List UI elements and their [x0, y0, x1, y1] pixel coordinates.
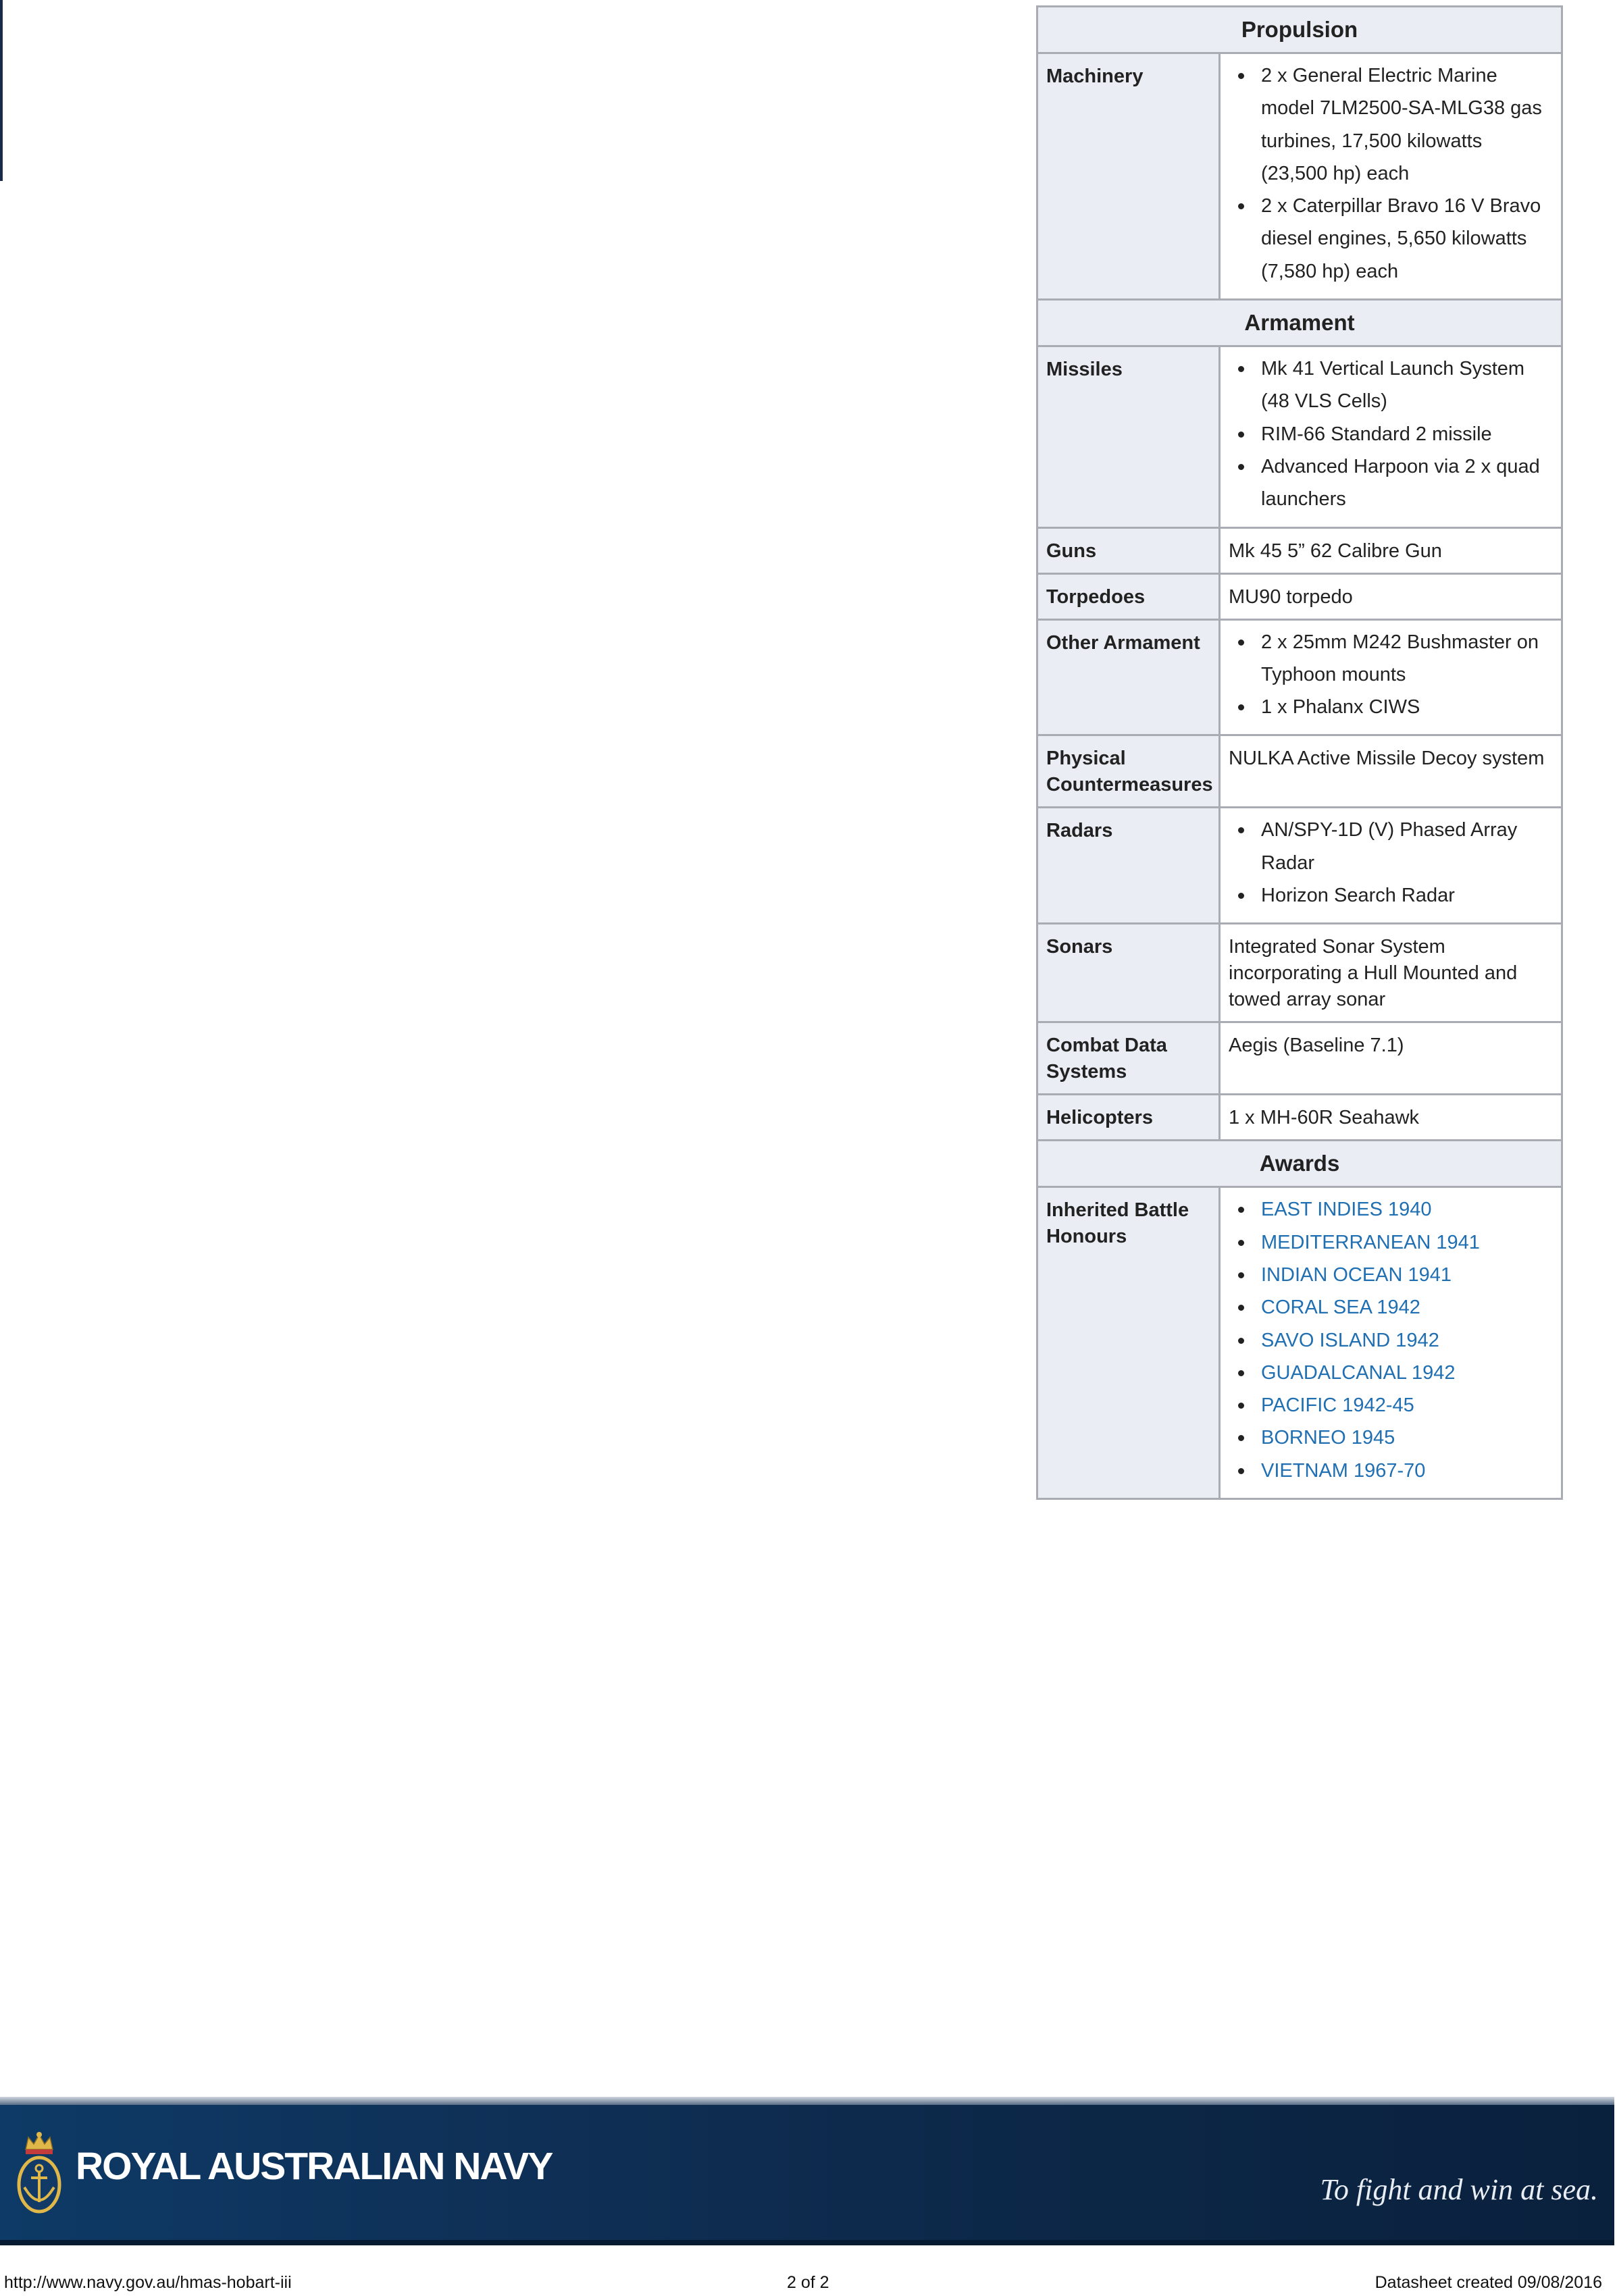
footer-created-date: Datasheet created 09/08/2016 — [1375, 2273, 1602, 2292]
royal-australian-navy-banner — [0, 2097, 1614, 2245]
spec-list — [1229, 353, 1553, 518]
spec-row — [1037, 573, 1562, 619]
spec-label: Radars — [1037, 808, 1220, 924]
ship-datasheet-table — [1036, 5, 1563, 1500]
navy-crest-icon — [14, 2129, 65, 2217]
spec-label: Helicopters — [1037, 1095, 1220, 1141]
section-header-row — [1037, 300, 1562, 346]
spec-value: MU90 torpedo — [1220, 573, 1562, 619]
list-item: Horizon Search Radar — [1229, 879, 1553, 912]
spec-row — [1037, 735, 1562, 808]
section-header-row — [1037, 7, 1562, 53]
list-item — [1229, 1259, 1553, 1291]
battle-honour-link[interactable]: MEDITERRANEAN 1941 — [1261, 1231, 1480, 1253]
list-item — [1229, 1455, 1553, 1487]
spec-value: 1 x MH-60R Seahawk — [1220, 1095, 1562, 1141]
section-header-row — [1037, 1141, 1562, 1187]
spec-label: Sonars — [1037, 924, 1220, 1022]
list-item — [1229, 1226, 1553, 1259]
spec-label: Machinery — [1037, 53, 1220, 300]
list-item: 2 x General Electric Marine model 7LM2500-SA-MLG38 gas turbines, 17,500 kilowatts (23,500 hp) each — [1229, 59, 1553, 190]
print-footer — [0, 2272, 1602, 2296]
list-item — [1229, 1421, 1553, 1454]
list-item: Mk 41 Vertical Launch System (48 VLS Cells) — [1229, 353, 1553, 418]
spec-list — [1229, 814, 1553, 914]
spec-list — [1229, 59, 1553, 290]
spec-list — [1229, 626, 1553, 727]
footer-url: http://www.navy.gov.au/hmas-hobart-iii — [4, 2273, 292, 2292]
section-title: Propulsion — [1037, 7, 1562, 53]
spec-row — [1037, 53, 1562, 300]
spec-value — [1220, 346, 1562, 527]
spec-value — [1220, 808, 1562, 924]
spec-row — [1037, 527, 1562, 573]
list-item — [1229, 1324, 1553, 1357]
spec-value — [1220, 1187, 1562, 1499]
battle-honour-link[interactable]: PACIFIC 1942-45 — [1261, 1394, 1414, 1417]
spec-label: Guns — [1037, 527, 1220, 573]
spec-value: Integrated Sonar System incorporating a Hull Mounted and towed array sonar — [1220, 924, 1562, 1022]
list-item: RIM-66 Standard 2 missile — [1229, 418, 1553, 450]
list-item — [1229, 1357, 1553, 1389]
spec-row — [1037, 346, 1562, 527]
list-item: 2 x 25mm M242 Bushmaster on Typhoon mounts — [1229, 626, 1553, 692]
spec-row — [1037, 1187, 1562, 1499]
spec-row — [1037, 1022, 1562, 1095]
footer-page-number: 2 of 2 — [787, 2273, 829, 2292]
list-item: AN/SPY-1D (V) Phased Array Radar — [1229, 814, 1553, 879]
spec-value: Mk 45 5” 62 Calibre Gun — [1220, 527, 1562, 573]
spec-label: Missiles — [1037, 346, 1220, 527]
spec-row — [1037, 808, 1562, 924]
spec-label: Combat Data Systems — [1037, 1022, 1220, 1095]
list-item: 2 x Caterpillar Bravo 16 V Bravo diesel engines, 5,650 kilowatts (7,580 hp) each — [1229, 190, 1553, 288]
spec-label: Other Armament — [1037, 619, 1220, 735]
spec-value: Aegis (Baseline 7.1) — [1220, 1022, 1562, 1095]
navy-motto: To fight and win at sea. — [1320, 2173, 1598, 2206]
page-left-edge-bar — [0, 0, 3, 181]
organisation-name: ROYAL AUSTRALIAN NAVY — [76, 2145, 553, 2188]
spec-value — [1220, 619, 1562, 735]
spec-row — [1037, 619, 1562, 735]
battle-honour-link[interactable]: SAVO ISLAND 1942 — [1261, 1329, 1439, 1351]
section-title: Armament — [1037, 300, 1562, 346]
spec-value — [1220, 53, 1562, 300]
spec-row — [1037, 1095, 1562, 1141]
spec-value: NULKA Active Missile Decoy system — [1220, 735, 1562, 808]
battle-honour-link[interactable]: GUADALCANAL 1942 — [1261, 1361, 1456, 1384]
list-item — [1229, 1291, 1553, 1324]
list-item — [1229, 1389, 1553, 1421]
spec-label: Inherited Battle Honours — [1037, 1187, 1220, 1499]
list-item — [1229, 1193, 1553, 1226]
section-title: Awards — [1037, 1141, 1562, 1187]
battle-honour-link[interactable]: BORNEO 1945 — [1261, 1427, 1395, 1449]
spec-label: Torpedoes — [1037, 573, 1220, 619]
spec-row — [1037, 924, 1562, 1022]
battle-honour-link[interactable]: EAST INDIES 1940 — [1261, 1199, 1432, 1221]
battle-honour-link[interactable]: VIETNAM 1967-70 — [1261, 1459, 1426, 1482]
spec-label: Physical Countermeasures — [1037, 735, 1220, 808]
battle-honour-link[interactable]: INDIAN OCEAN 1941 — [1261, 1263, 1452, 1286]
battle-honours-list — [1229, 1193, 1553, 1490]
list-item: Advanced Harpoon via 2 x quad launchers — [1229, 450, 1553, 516]
battle-honour-link[interactable]: CORAL SEA 1942 — [1261, 1297, 1420, 1319]
list-item: 1 x Phalanx CIWS — [1229, 691, 1553, 723]
